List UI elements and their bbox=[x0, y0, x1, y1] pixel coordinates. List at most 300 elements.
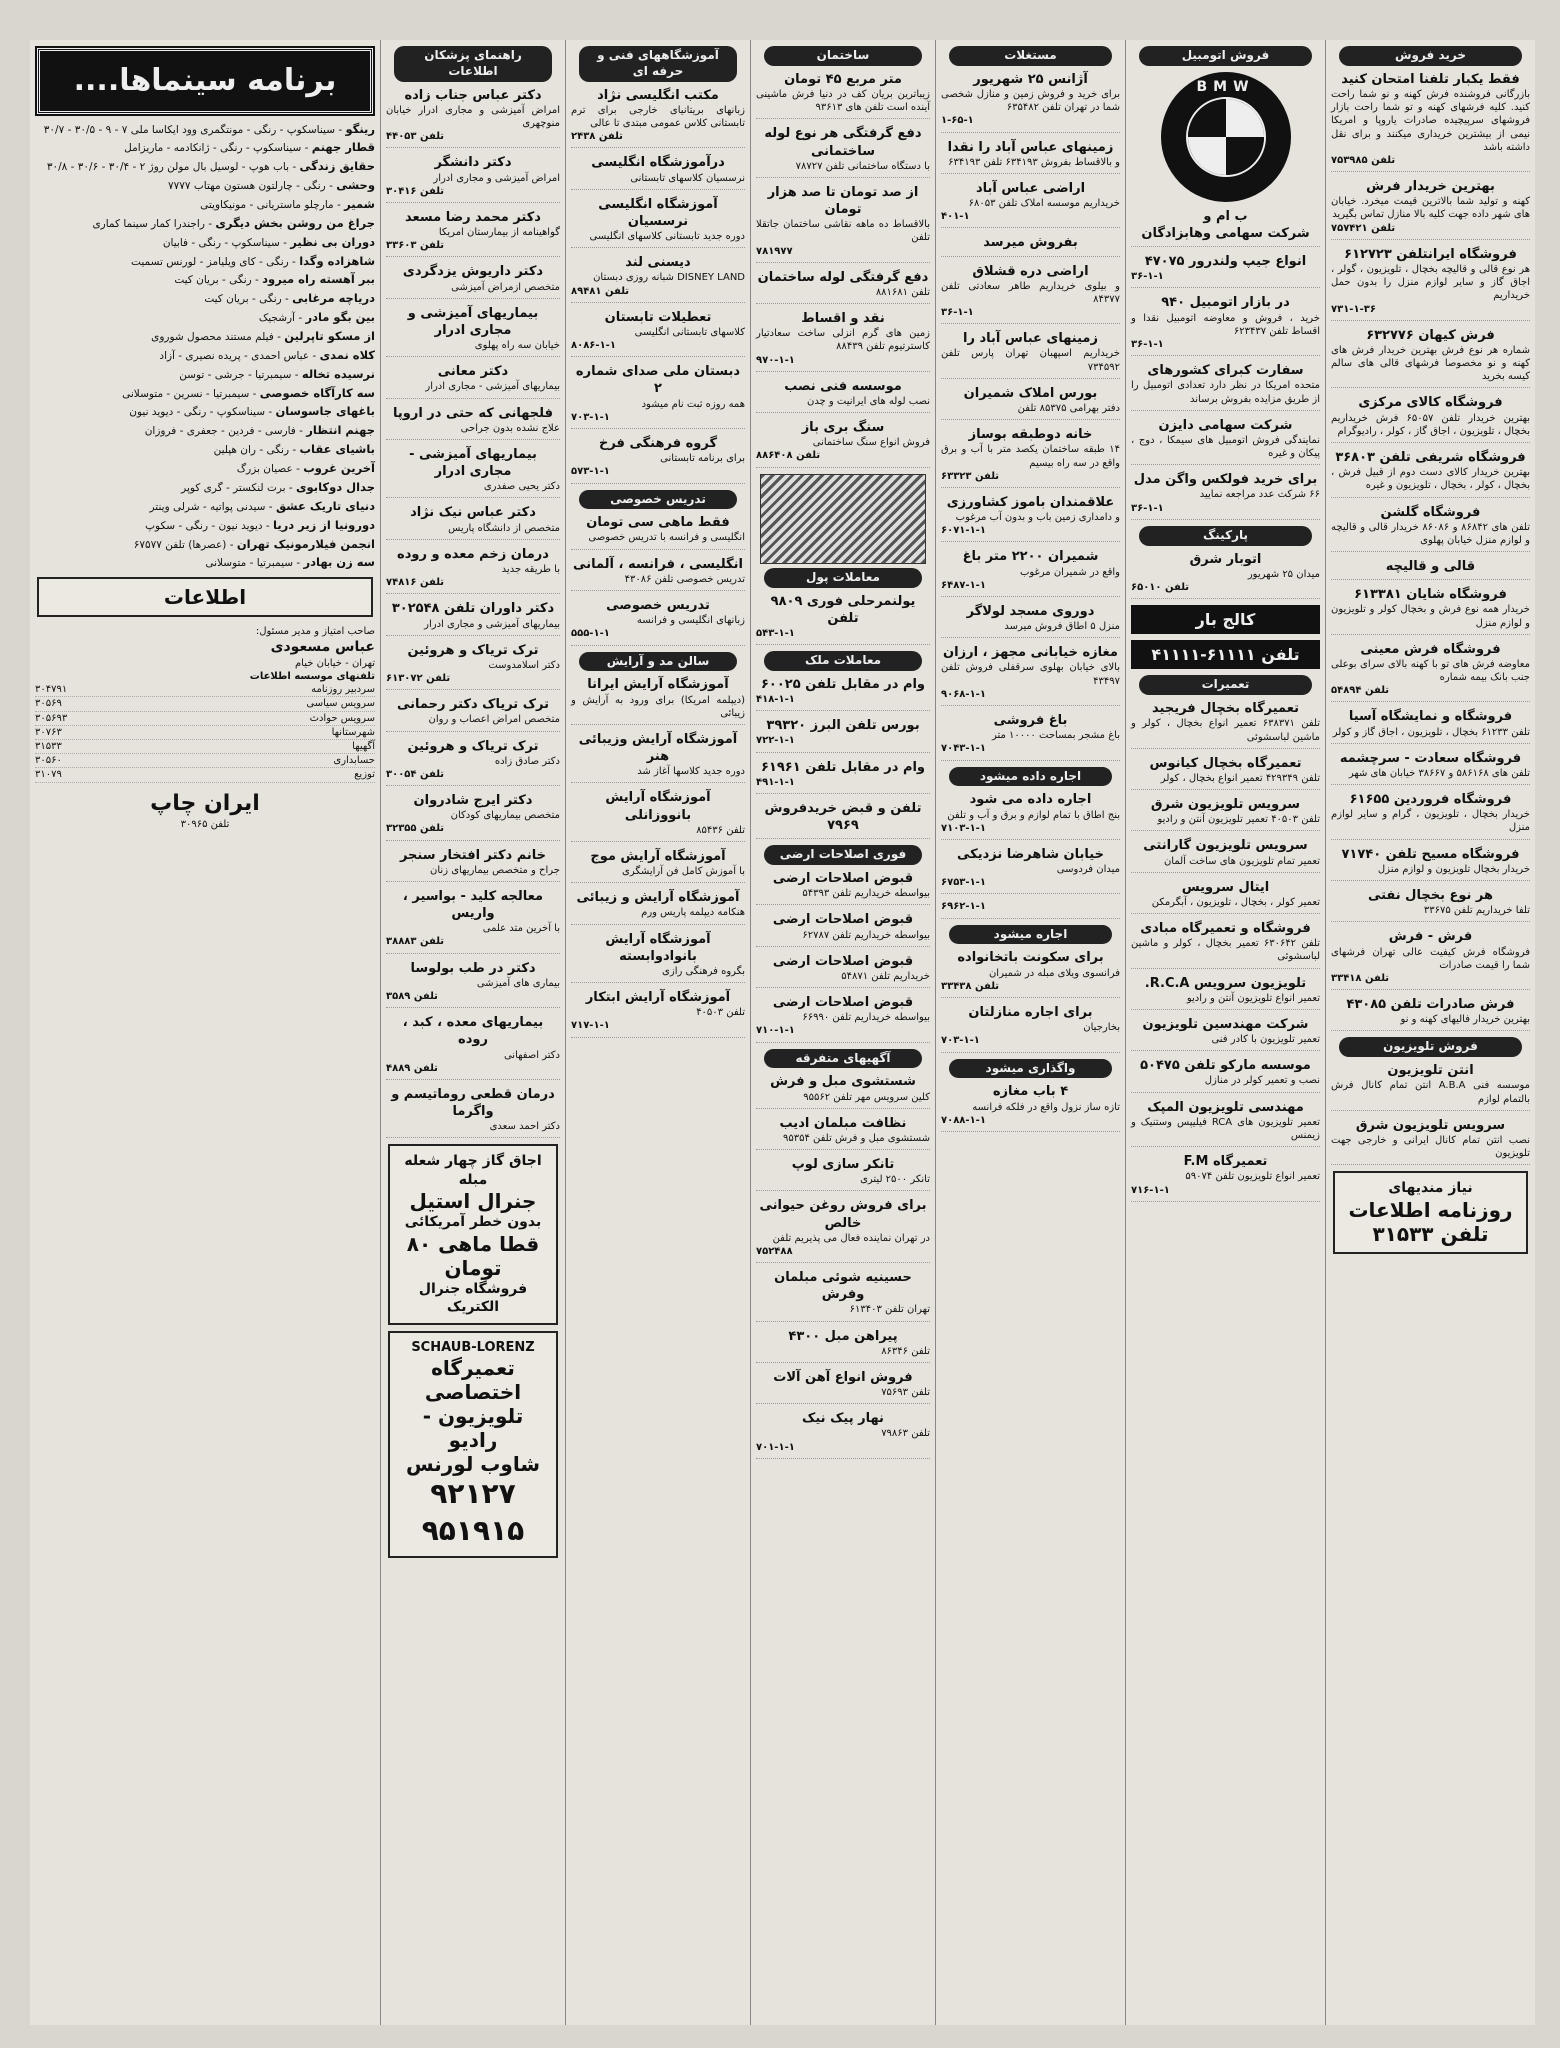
ad-phone: ۷۱۰۳-۱-۱ bbox=[941, 822, 986, 834]
ad-title: نهار پیک نیک bbox=[802, 1411, 884, 1427]
film-name: آخرین غروب bbox=[303, 461, 375, 476]
ad-phone: ۷۰۸۸-۱-۱ bbox=[941, 1114, 986, 1126]
ad-title: دکتر ایرج شادروان bbox=[413, 793, 533, 809]
classified-ad bbox=[571, 196, 745, 249]
ad-title: سفارت کبرای کشورهای bbox=[1147, 363, 1304, 379]
ad-body: بخارجیان bbox=[1083, 1022, 1120, 1034]
ad-body: موسسه فنی A.B.A انتن تمام کانال فرش بالتمام لوازم bbox=[1331, 1080, 1530, 1105]
ad-title: فروش انواع آهن آلات bbox=[773, 1369, 913, 1385]
ad-body: برای خرید و فروش زمین و منازل شخصی شما در تهران تلفن ۶۳۵۴۸۲ bbox=[941, 88, 1120, 114]
classified-ad bbox=[941, 900, 1120, 918]
classified-ad bbox=[1331, 178, 1530, 240]
classified-ad bbox=[1131, 837, 1320, 872]
ad-title: بورس تلفن البرز ۳۹۳۲۰ bbox=[766, 718, 920, 734]
classified-ad bbox=[386, 1086, 560, 1139]
column-subheading: تعمیرات bbox=[1139, 675, 1312, 695]
classified-ad bbox=[1131, 879, 1320, 914]
ad-title: دفع گرفتگی هر نوع لوله ساختمانی bbox=[764, 126, 922, 159]
ad-body: تلفا خریداریم تلفن ۳۳۶۷۵ bbox=[1423, 905, 1530, 917]
ad-title: بیماریهای معده ، کبد ، روده bbox=[402, 1015, 544, 1048]
ad-body: دکتر صادق زاده bbox=[494, 755, 560, 767]
ad-body: امراض آمیزشی و مجاری ادرار bbox=[433, 172, 560, 184]
phone-row bbox=[35, 768, 375, 782]
ad-title: اتوبار شرق bbox=[1189, 551, 1262, 567]
ad-body: زمین های گرم انزلی ساخت سعادتیار کاسترتیوم تلفن ۸۸۴۳۹ bbox=[756, 328, 930, 353]
phone-row bbox=[35, 697, 375, 711]
classified-ad bbox=[1331, 394, 1530, 443]
ad-title: وام در مقابل تلفن ۶۰۰۲۵ bbox=[760, 676, 926, 692]
owner-name: عباس مسعودی bbox=[270, 639, 375, 656]
ad-title: ۴ باب مغازه bbox=[992, 1084, 1069, 1100]
film-name: جراغ من روشن بخش دیگری bbox=[215, 215, 375, 230]
ad-phone: ۵۵۵-۱-۱ bbox=[571, 628, 610, 640]
film-details: رنگی - کای ویلیامز - لورنس تسمیت bbox=[131, 255, 289, 268]
classified-ad bbox=[1131, 253, 1320, 288]
classified-ad bbox=[1131, 975, 1320, 1010]
ad-body: بیواسطه خریداریم تلفن ۶۶۹۹۰ bbox=[802, 1012, 930, 1024]
classified-ad bbox=[941, 603, 1120, 638]
classified-ad bbox=[756, 676, 930, 711]
ad-phone: ۷۸۱۹۷۷ bbox=[756, 245, 793, 257]
film-details: فیلم مستند محصول شوروی bbox=[151, 331, 274, 344]
phone-row bbox=[35, 683, 375, 697]
classified-ad bbox=[1331, 846, 1530, 881]
ad-phone: ۷۱۰-۱-۱ bbox=[756, 1025, 795, 1037]
ad-title: دکتر عباس جناب زاده bbox=[404, 87, 542, 103]
classified-ad bbox=[386, 546, 560, 595]
separator: - bbox=[292, 463, 304, 476]
classified-ad bbox=[386, 642, 560, 691]
classified-ad bbox=[756, 870, 930, 905]
separator: - bbox=[281, 293, 293, 306]
ad-body: نرسسیان کلاسهای تابستانی bbox=[630, 172, 745, 184]
ad-body: تلفن ۶۳۰۶۴۲ تعمیر بخچال ، کولر و ماشین لباسشوئی bbox=[1131, 938, 1320, 963]
ad-title: برای فروش روغن حیوانی خالص bbox=[759, 1198, 927, 1231]
film-name: دریاچه مرغابی bbox=[292, 291, 375, 306]
classified-ad bbox=[756, 1115, 930, 1150]
classified-ad bbox=[571, 87, 745, 149]
ad-title: موسسه مارکو تلفن ۵۰۴۷۵ bbox=[1140, 1058, 1311, 1074]
film-details: رنگی - بریان کیت bbox=[204, 293, 282, 306]
classified-ad bbox=[386, 960, 560, 1009]
ad-body: همه روزه ثبت نام میشود bbox=[641, 398, 745, 410]
cinema-listing bbox=[35, 499, 375, 515]
classified-ad bbox=[1331, 1117, 1530, 1166]
masthead-label: صاحب امتیاز و مدیر مسئول: bbox=[255, 626, 375, 638]
phone-label: شهرستانها bbox=[331, 726, 375, 738]
film-details: سیدنی پواتیه - شرلی وینتر bbox=[149, 500, 266, 513]
ad-phone: ۴۹۱-۱-۱ bbox=[756, 776, 795, 788]
ad-line: تلویزیون - رادیو bbox=[422, 1403, 524, 1452]
film-name: انجمن فیلارمونیک تهران bbox=[236, 536, 375, 551]
column-subheading: سالن مد و آرایش bbox=[579, 652, 737, 672]
film-details: دیوید نیون - رنگی - سکوپ bbox=[145, 519, 263, 532]
classified-ad bbox=[571, 514, 745, 549]
classified-ad bbox=[941, 330, 1120, 379]
ad-body: بالاقساط ده ماهه نقاشی ساختمان جاتقلا تلفن bbox=[756, 219, 930, 244]
ad-title: پیراهن مبل ۴۳۰۰ bbox=[788, 1328, 898, 1344]
ad-title: سرویس تلویزیون شرق bbox=[1355, 1117, 1506, 1133]
film-details: سیناسکوپ - رنگی - فابیان bbox=[162, 236, 280, 249]
film-name: سه زن بهادر bbox=[303, 555, 375, 570]
ad-phone: ۷۵۳۹۸۵ تلفن bbox=[1331, 154, 1396, 166]
ad-phone: ۳۰۰۵۴ تلفن bbox=[386, 768, 445, 780]
ad-body: متخصص ازمراض آمیزشی bbox=[451, 281, 560, 293]
ad-body: معاوضه فرش های تو با کهنه بالای سرای بوعلی جنب بانک بیمه شماره bbox=[1331, 658, 1530, 684]
classified-ad bbox=[1331, 246, 1530, 321]
classified-ad bbox=[386, 263, 560, 298]
cinema-program-title: برنامه سینماها.... bbox=[37, 48, 373, 114]
ad-body: بهترین خریدار کالای دست دوم از قبیل فرش ، بخچال ، کولر ، بخچال ، تلویزیون و غیره bbox=[1331, 467, 1530, 492]
ad-body: دکتر اصفهانی bbox=[503, 1049, 560, 1061]
ad-body: میدان فردوسی bbox=[1056, 864, 1120, 876]
logo-text: اطلاعات bbox=[163, 585, 247, 610]
ad-body: نصب لوله های ایرانیت و چدن bbox=[806, 395, 930, 407]
ad-title: تعمیرگاه بخچال کیانوس bbox=[1149, 755, 1302, 771]
cinema-listing bbox=[35, 235, 375, 251]
ad-title: آموزشگاه آرایش ایرانا bbox=[587, 677, 729, 693]
ad-body: تانکر ۲۵۰۰ لیتری bbox=[860, 1174, 930, 1186]
separator: - bbox=[295, 425, 307, 438]
ad-title: تدریس خصوصی bbox=[606, 598, 710, 614]
ad-title: زمینهای عباس آباد را نقدا bbox=[947, 139, 1114, 155]
ad-title: آموزشگاه آرایش بانوادوابسته bbox=[605, 931, 711, 964]
phone-number: ۳۰۵۶۹۳ bbox=[35, 712, 68, 724]
classified-ad bbox=[941, 548, 1120, 597]
film-details: رنگی - بریان کیت bbox=[174, 274, 252, 287]
ad-body: زیباترین بریان کف در دنیا فرش ماشینی آینده است تلفن های ۹۳۶۱۳ bbox=[756, 88, 930, 114]
ad-phone: ۳۳۴۳۸ تلفن bbox=[941, 980, 1000, 992]
column-heading: آموزشگاههای فنی و حرفه ای bbox=[579, 46, 737, 82]
ad-phone: ۷۲۲-۱-۱ bbox=[756, 735, 795, 747]
film-details: مارچلو ماستریانی - مونیکاویتی bbox=[200, 199, 334, 212]
ad-body: علاج نشده بدون جراحی bbox=[460, 422, 560, 434]
film-name: قطار جهنم bbox=[311, 140, 375, 155]
ad-body: زبانهای بریتانیای خارجی برای ترم تابستانی کلاس عمومی مبتدی تا عالی bbox=[571, 104, 745, 129]
film-name: شمیر bbox=[344, 197, 375, 212]
column-subheading: فوری اصلاحات ارضی bbox=[764, 845, 922, 865]
cinema-listing bbox=[35, 291, 375, 307]
ad-title: تعمیرگاه بخچال فریجید bbox=[1152, 701, 1299, 717]
cinema-listing bbox=[35, 423, 375, 439]
ad-phone: ۶۹۶۲-۱-۱ bbox=[941, 901, 986, 913]
classified-ad bbox=[756, 1410, 930, 1459]
ad-body: بیماریهای آمیزشی - مجاری ادرار bbox=[425, 381, 560, 393]
film-details: سیناسکوپ - رنگی - مونتگمری وود ایکاسا ملی ۷ - ۹ - ۳۰/۵ - ۳۰/۷ bbox=[43, 123, 335, 136]
classified-ad bbox=[1131, 796, 1320, 831]
ad-body: و بالاقساط بفروش ۶۳۴۱۹۳ تلفن ۶۳۴۱۹۳ bbox=[948, 156, 1120, 168]
ad-body: دوره جدید کلاسها آغاز شد bbox=[637, 766, 745, 778]
separator: - bbox=[279, 236, 291, 249]
ad-body: تلفن ۴۰۵۰۳ bbox=[696, 1007, 745, 1019]
classified-ad bbox=[756, 1369, 930, 1404]
general-steel-ad bbox=[388, 1144, 558, 1324]
ad-phone: ۵۷۳-۱-۱ bbox=[571, 466, 610, 478]
film-details: عصیان بزرگ bbox=[236, 463, 293, 476]
film-details: رنگی - ران هپلین bbox=[213, 444, 290, 457]
classified-ad bbox=[571, 254, 745, 303]
classified-ad bbox=[1131, 551, 1320, 600]
cinema-listing bbox=[35, 178, 375, 194]
ad-phone: ۵۴۳-۱-۱ bbox=[756, 627, 795, 639]
column-subheading: معاملات پول bbox=[764, 568, 922, 588]
ad-body: تلفن ۶۱۲۳۳ بخچال ، تلویزیون ، اجاق گاز و کولر bbox=[1332, 726, 1530, 738]
ad-phone: ۴۱۸-۱-۱ bbox=[756, 693, 795, 705]
separator: - bbox=[301, 142, 312, 155]
ad-title: اجاره داده می شود bbox=[969, 792, 1092, 808]
ad-title: تعطیلات تابستان bbox=[604, 309, 712, 325]
ad-title: دکتر عباس نیک نژاد bbox=[410, 505, 536, 521]
classified-ad bbox=[1131, 755, 1320, 790]
ad-title: فروشگاه شایان ۶۱۳۳۸۱ bbox=[1354, 587, 1507, 603]
ad-phone: ۶۷۵۳-۱-۱ bbox=[941, 877, 986, 889]
phone-row bbox=[35, 754, 375, 768]
film-name: جدال دوکابوی bbox=[296, 479, 375, 494]
ad-title: قبوض اصلاحات ارضی bbox=[772, 953, 914, 969]
ad-body: دوره جدید تابستانی کلاسهای انگلیسی bbox=[589, 231, 745, 243]
classified-ad bbox=[1131, 1016, 1320, 1051]
cinema-listing bbox=[35, 216, 375, 232]
ad-phone: ۷۵۷۴۲۱ تلفن bbox=[1331, 222, 1396, 234]
classified-ad bbox=[571, 889, 745, 924]
ad-title: انواع جیپ ولندرور ۴۷۰۷۵ bbox=[1144, 254, 1307, 270]
phone-number: ۳۰۷۶۳ bbox=[35, 726, 62, 738]
ad-body: تلفن ۸۸۱۶۸۱ bbox=[875, 286, 930, 298]
ad-title: فروشگاه گلشن bbox=[1380, 504, 1481, 520]
printer-name: ایران چاپ bbox=[150, 790, 260, 816]
ad-title: بفروش میرسد bbox=[983, 235, 1078, 251]
classified-ad bbox=[1131, 700, 1320, 749]
ad-title: شرکت سهامی دایزن bbox=[1158, 417, 1293, 433]
ad-body: و دامداری زمین باب و بدون آب مرغوب bbox=[955, 512, 1120, 524]
classified-ad bbox=[941, 494, 1120, 543]
ad-phone: ۳۳۴۱۸ تلفن bbox=[1331, 972, 1390, 984]
ad-phone: ۷۵۲۴۸۸ bbox=[756, 1245, 793, 1257]
column-subheading: پارکینگ bbox=[1139, 526, 1312, 546]
classified-ad bbox=[1331, 504, 1530, 553]
ad-title: خانم دکتر افتخار سنجر bbox=[399, 847, 547, 863]
classified-ad bbox=[756, 1156, 930, 1191]
film-details: سیمبرتیا - نسرین - متوسلانی bbox=[122, 387, 250, 400]
ad-phone: ۳۶-۱-۱ bbox=[1131, 502, 1164, 514]
ad-body: میدان ۲۵ شهریور bbox=[1247, 568, 1320, 580]
cinema-listing bbox=[35, 159, 375, 175]
column-heading: خرید فروش bbox=[1339, 46, 1522, 66]
classified-ad bbox=[941, 139, 1120, 174]
classified-ad bbox=[756, 419, 930, 468]
ad-title: وام در مقابل تلفن ۶۱۹۶۱ bbox=[760, 759, 926, 775]
classified-ad bbox=[1131, 362, 1320, 411]
ad-line: جنرال استیل bbox=[409, 1189, 537, 1214]
separator: - bbox=[291, 368, 302, 381]
ad-body: تعمیر تلویزیون با کادر فنی bbox=[1211, 1034, 1320, 1046]
ad-body: هر نوع قالی و قالیچه بخچال ، تلویزیون ، گولر ، اجاق گاز و سایر لوازم منزل را بدون حمل خریداریم bbox=[1331, 263, 1530, 302]
ad-title: تلفن و قبض خریدفروش ۷۹۶۹ bbox=[764, 800, 922, 834]
ad-title: آموزشگاه آرایش موج bbox=[590, 848, 726, 864]
classified-ad bbox=[941, 644, 1120, 706]
ad-title: تانکر سازی لوپ bbox=[791, 1157, 895, 1173]
ad-title: سرویس تلویزیون شرق bbox=[1150, 797, 1301, 813]
ettelaat-logo bbox=[37, 577, 373, 617]
classified-ad bbox=[571, 789, 745, 842]
ad-title: گروه فرهنگی فرخ bbox=[598, 435, 718, 451]
ad-body: بهترین خریدار تلفن ۶۵۰۵۷ فرش خریداریم بخچال ، تلویزیون ، اجاق گاز ، کولر ، رادیوگرام bbox=[1331, 412, 1530, 437]
bmw-caption bbox=[1131, 208, 1320, 247]
classified-ad bbox=[1131, 294, 1320, 356]
film-name: از مسکو تاپرلین bbox=[284, 329, 375, 344]
brand-name: SCHAUB-LORENZ bbox=[411, 1339, 535, 1355]
separator: - bbox=[294, 312, 306, 325]
ad-body: بهترین خریدار فالیهای کهنه و نو bbox=[1400, 1014, 1530, 1026]
ad-phone: ۶۰۷۱-۱-۱ bbox=[941, 525, 986, 537]
column-heading: مستغلات bbox=[949, 46, 1112, 66]
ad-body: تلفن ۷۹۸۶۳ bbox=[881, 1428, 930, 1440]
classified-ad bbox=[386, 305, 560, 358]
ad-body: دکتر یحیی صفدری bbox=[483, 481, 560, 493]
column-real-estate bbox=[935, 40, 1125, 2025]
classified-ad bbox=[941, 791, 1120, 840]
film-name: حقایق زندگی bbox=[299, 159, 375, 174]
ad-phone: ۶۱۳۰۷۲ تلفن bbox=[386, 673, 451, 685]
ad-title: فروشگاه شریفی تلفن ۳۶۸۰۳ bbox=[1335, 449, 1526, 465]
ad-body: ۱۴ طبقه ساختمان یکصد متر با آب و برق واقع در سه راه بیسیم bbox=[941, 444, 1120, 469]
ad-title: آموزشگاه آرایش ابتکار bbox=[585, 990, 731, 1006]
classified-ad bbox=[1331, 449, 1530, 498]
film-name: نرسیده تخاله bbox=[301, 366, 375, 381]
classified-ad bbox=[941, 1083, 1120, 1132]
classified-ad bbox=[1331, 327, 1530, 389]
ad-title: نظافت مبلمان ادیب bbox=[779, 1115, 907, 1131]
film-details: سیناسکوپ - رنگی - ژانکادمه - ماریزامل bbox=[124, 142, 302, 155]
ad-body: بیواسطه خریداریم تلفن ۶۲۷۸۷ bbox=[802, 929, 930, 941]
cinema-listing bbox=[35, 272, 375, 288]
ad-title: قبوض اصلاحات ارضی bbox=[772, 912, 914, 928]
ad-body: با طریقه جدید bbox=[501, 563, 560, 575]
ad-title: شستشوی مبل و فرش bbox=[770, 1074, 916, 1090]
ad-body: و بیلوی خریداریم طاهر سعادتی تلفن ۸۴۳۷۷ bbox=[941, 280, 1120, 305]
ad-body: دکتر اسلامدوست bbox=[488, 659, 560, 671]
ad-title: قالی و قالیچه bbox=[1385, 559, 1476, 575]
classified-ad bbox=[1131, 1153, 1320, 1202]
classified-ad bbox=[1331, 887, 1530, 922]
phone-label: توزیع bbox=[354, 769, 375, 781]
classified-ad bbox=[941, 263, 1120, 325]
classified-ad bbox=[571, 363, 745, 429]
ad-body: در تهران نماینده فعال می پذیریم تلفن bbox=[772, 1232, 930, 1244]
ad-body: با آخرین متد علمی bbox=[482, 923, 560, 935]
ad-title: دکتر در طب بولوسا bbox=[410, 960, 536, 976]
ad-phone: ۳۰۴۱۶ تلفن bbox=[386, 185, 445, 197]
ad-title: نقد و اقساط bbox=[801, 311, 885, 327]
separator: - bbox=[335, 123, 346, 136]
classified-ad bbox=[386, 154, 560, 203]
separator: - bbox=[204, 217, 216, 230]
classified-ad bbox=[386, 405, 560, 440]
film-name: ببر آهسته راه میرود bbox=[262, 272, 375, 287]
ad-phone: ۳۲۳۵۵ تلفن bbox=[386, 823, 445, 835]
separator: - bbox=[265, 406, 276, 419]
newspaper-ad-box bbox=[1333, 1171, 1528, 1253]
ad-title: انتن تلویزیون bbox=[1387, 1063, 1474, 1079]
ad-body: با دستگاه ساختمانی تلفن ۷۸۷۲۷ bbox=[795, 160, 930, 172]
ad-title: ترک تریاک و هروئین bbox=[407, 642, 539, 658]
classified-ad bbox=[941, 180, 1120, 229]
classified-ad bbox=[1331, 1062, 1530, 1111]
cinema-listing bbox=[35, 254, 375, 270]
ad-body: شماره هر نوع فرش بهترین خریدار فرش های کهنه و نو مخصوصا فرشهای قالی های سالم کیسه بخرید bbox=[1331, 344, 1530, 383]
ad-title: درمان قطعی روماتیسم و واگرما bbox=[391, 1086, 555, 1120]
separator: - bbox=[262, 519, 274, 532]
classified-ad bbox=[941, 949, 1120, 998]
ad-body: زبانهای انگلیسی و فرانسه bbox=[636, 615, 745, 627]
ad-body: بگروه فرهنگی رازی bbox=[662, 965, 745, 977]
classified-ad bbox=[1331, 586, 1530, 635]
column-buy-sell bbox=[1325, 40, 1535, 2025]
cinema-listing bbox=[35, 122, 375, 138]
classified-ad bbox=[941, 71, 1120, 133]
ad-body: خریدار همه نوع فرش و بخچال کولر و تلویزیون و لوازم منزل bbox=[1331, 604, 1530, 629]
bmw-agent-text: شرکت سهامی وهابزادگان bbox=[1141, 225, 1310, 241]
classified-ad bbox=[571, 848, 745, 883]
column-construction bbox=[750, 40, 935, 2025]
classified-ad bbox=[386, 847, 560, 882]
separator: - bbox=[226, 538, 237, 551]
ad-body: متخصص امراض اعصاب و روان bbox=[428, 714, 560, 726]
ad-phone: ۴۰۱-۱ bbox=[941, 211, 970, 223]
film-details: سیناسکوپ - رنگی - دیوید نیون bbox=[129, 406, 266, 419]
ad-phone: ۱-۶۵-۱ bbox=[941, 115, 974, 127]
ad-title: قبوض اصلاحات ارضی bbox=[772, 871, 914, 886]
classified-ad bbox=[756, 125, 930, 178]
ad-title: دیسنی لند bbox=[625, 255, 691, 271]
ad-title: آژانس ۲۵ شهریور bbox=[973, 71, 1088, 87]
ad-body: کلین سرویس مهر تلفن ۹۵۵۶۲ bbox=[803, 1091, 930, 1103]
ad-phone: ۷۰۱-۱-۱ bbox=[756, 1441, 795, 1453]
box-line: روزنامه اطلاعات bbox=[1348, 1197, 1513, 1222]
classified-ad bbox=[1331, 791, 1530, 840]
film-name: جهنم انتظار bbox=[306, 423, 375, 438]
phone-label: آگهیها bbox=[352, 741, 375, 752]
ad-body: بیماری های آمیزشی bbox=[476, 977, 560, 989]
ad-title: سرویس تلویزیون گارانتی bbox=[1143, 838, 1308, 854]
ad-body: فروش انواع سنگ ساختمانی bbox=[812, 437, 930, 449]
column-subheading: واگذاری میشود bbox=[949, 1059, 1112, 1079]
classified-ad bbox=[756, 310, 930, 372]
classified-ad bbox=[1131, 920, 1320, 969]
masthead bbox=[35, 625, 375, 831]
column-subheading: اجاره داده میشود bbox=[949, 767, 1112, 787]
ad-body: نمایندگی فروش اتومبیل های سیمکا ، دوج ، پیکان و غیره bbox=[1131, 434, 1320, 460]
classified-ad bbox=[1131, 471, 1320, 520]
classified-ad bbox=[756, 1328, 930, 1363]
film-name: کلاه نمدی bbox=[319, 347, 375, 362]
film-details: سیمبرتیا - متوسلانی bbox=[205, 557, 294, 570]
ad-body: فروشگاه فرش کیفیت عالی تهران فرشهای شما را قیمت صادرات bbox=[1331, 946, 1530, 971]
college-bar-banner: کالج بار bbox=[1131, 605, 1320, 634]
ad-title: آموزشگاه انگلیسی نرسسیان bbox=[598, 196, 718, 229]
ad-body: خریداریم تلفن ۵۴۸۷۱ bbox=[841, 970, 930, 982]
film-name: باشیای عقاب bbox=[299, 442, 375, 457]
film-name: باغهای جاسوسان bbox=[275, 404, 375, 419]
ad-body: نصب و تعمیر کولر در منازل bbox=[1204, 1075, 1320, 1087]
column-heading: راهنمای پزشکان اطلاعات bbox=[394, 46, 552, 82]
classified-ad bbox=[941, 234, 1120, 256]
ad-body: متحده امریکا در نظر دارد تعدادی اتومبیل را از طریق مزایده بفروش برساند bbox=[1131, 380, 1320, 405]
classified-ad bbox=[1131, 1057, 1320, 1092]
ad-phone: ۹۷۰-۱-۱ bbox=[756, 354, 795, 366]
column-subheading: معاملات ملک bbox=[764, 651, 922, 671]
phone-number: ۳۱۰۷۹ bbox=[35, 769, 62, 781]
